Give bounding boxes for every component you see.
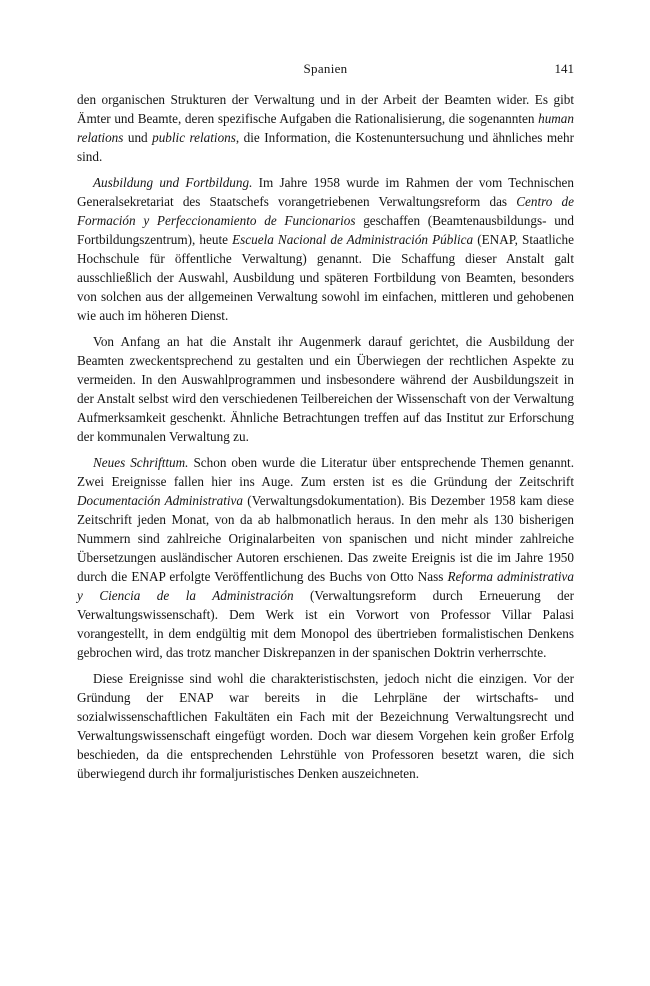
text-run: Schon oben wurde die Literatur über entsprechende Themen genannt. Zwei Ereignisse fallen hier ins Auge. Zum ersten ist es die Gründung der Zeitschrift <box>77 455 574 489</box>
text-run: (Verwaltungsreform durch Erneuerung der Verwaltungswissenschaft). Dem Werk ist ein Vorwort von Professor Villar Palasi vorangestellt, in dem endgültig mit dem Monopol des übertrieben formalistischen Denkens gebrochen wird, das trotz mancher Diskrepanzen in der spanischen Doktrin verherrschte. <box>77 588 574 660</box>
body-text <box>77 90 574 783</box>
paragraph-2 <box>77 173 574 325</box>
italic-text-run: Neues Schrifttum. <box>93 455 189 470</box>
paragraph-3 <box>77 332 574 446</box>
page-number: 141 <box>554 61 574 76</box>
italic-text-run: Reforma administrativa y Ciencia de la Administración <box>77 569 574 603</box>
text-run: Im Jahre 1958 wurde im Rahmen der vom Technischen Generalsekretariat des Staatschefs vorangetriebenen Verwaltungsreform das <box>77 175 574 209</box>
paragraph-5 <box>77 669 574 783</box>
text-run: und <box>123 130 153 145</box>
text-run: geschaffen (Beamtenausbildungs- und Fortbildungszentrum), heute <box>77 213 574 247</box>
paragraph-4 <box>77 453 574 662</box>
text-run: Von Anfang an hat die Anstalt ihr Augenmerk darauf gerichtet, die Ausbildung der Beamten zweckentsprechend zu gestalten und ein Überwiegen der rechtlichen Aspekte zu vermeiden. In den Auswahlprogrammen und insbesondere während der Ausbildungszeit in der Anstalt selbst wird den verschiedenen Teilbereichen der Wissenschaft von der Verwaltung Aufmerksamkeit geschenkt. Ähnliche Betrachtungen treffen auf das Institut zur Erforschung der kommunalen Verwaltung zu. <box>77 334 574 444</box>
text-run: (ENAP, Staatliche Hochschule für öffentliche Verwaltung) genannt. Die Schaffung dieser Anstalt galt ausschließlich der Auswahl, Ausbildung und späteren Fortbildung von Beamten, besonders von solchen aus der allgemeinen Verwaltung sowohl im einfachen, mittleren und gehobenen wie auch im höheren Dienst. <box>77 232 574 323</box>
italic-text-run: Ausbildung und Fortbildung. <box>93 175 253 190</box>
italic-text-run: public relations <box>152 130 236 145</box>
paragraph-1 <box>77 90 574 166</box>
book-page <box>77 58 574 789</box>
italic-text-run: Centro de Formación y Perfeccionamiento de Funcionarios <box>77 194 574 228</box>
text-run: den organischen Strukturen der Verwaltung und in der Arbeit der Beamten wider. Es gibt Ämter und Beamte, deren spezifische Aufgaben die Rationalisierung, die sogenannten <box>77 92 574 126</box>
italic-text-run: human relations <box>77 111 574 145</box>
running-head-title: Spanien <box>303 61 348 76</box>
text-run: , die Information, die Kostenuntersuchung und ähnliches mehr sind. <box>77 130 574 164</box>
text-run: Diese Ereignisse sind wohl die charakteristischsten, jedoch nicht die einzigen. Vor der Gründung der ENAP war bereits in die Lehrpläne der wirtschafts- und sozialwissenschaftlichen Fakultäten ein Fach mit der Bezeichnung Verwaltungsrecht und Verwaltungswissenschaft eingefügt worden. Doch war diesem Vorgehen kein großer Erfolg beschieden, da die entsprechenden Lehrstühle von Professoren besetzt waren, die sich überwiegend durch ihr formaljuristisches Denken auszeichneten. <box>77 671 574 781</box>
text-run: (Verwaltungsdokumentation). Bis Dezember 1958 kam diese Zeitschrift jeden Monat, von da ab halbmonatlich heraus. In den mehr als 130 bisherigen Nummern sind zahlreiche Originalarbeiten von spanischen und nicht minder zahlreiche Übersetzungen ausländischer Autoren erschienen. Das zweite Ereignis ist die im Jahre 1950 durch die ENAP erfolgte Veröffentlichung des Buchs von Otto Nass <box>77 493 574 584</box>
italic-text-run: Documentación Administrativa <box>77 493 243 508</box>
italic-text-run: Escuela Nacional de Administración Pública <box>232 232 474 247</box>
running-head <box>77 58 574 80</box>
